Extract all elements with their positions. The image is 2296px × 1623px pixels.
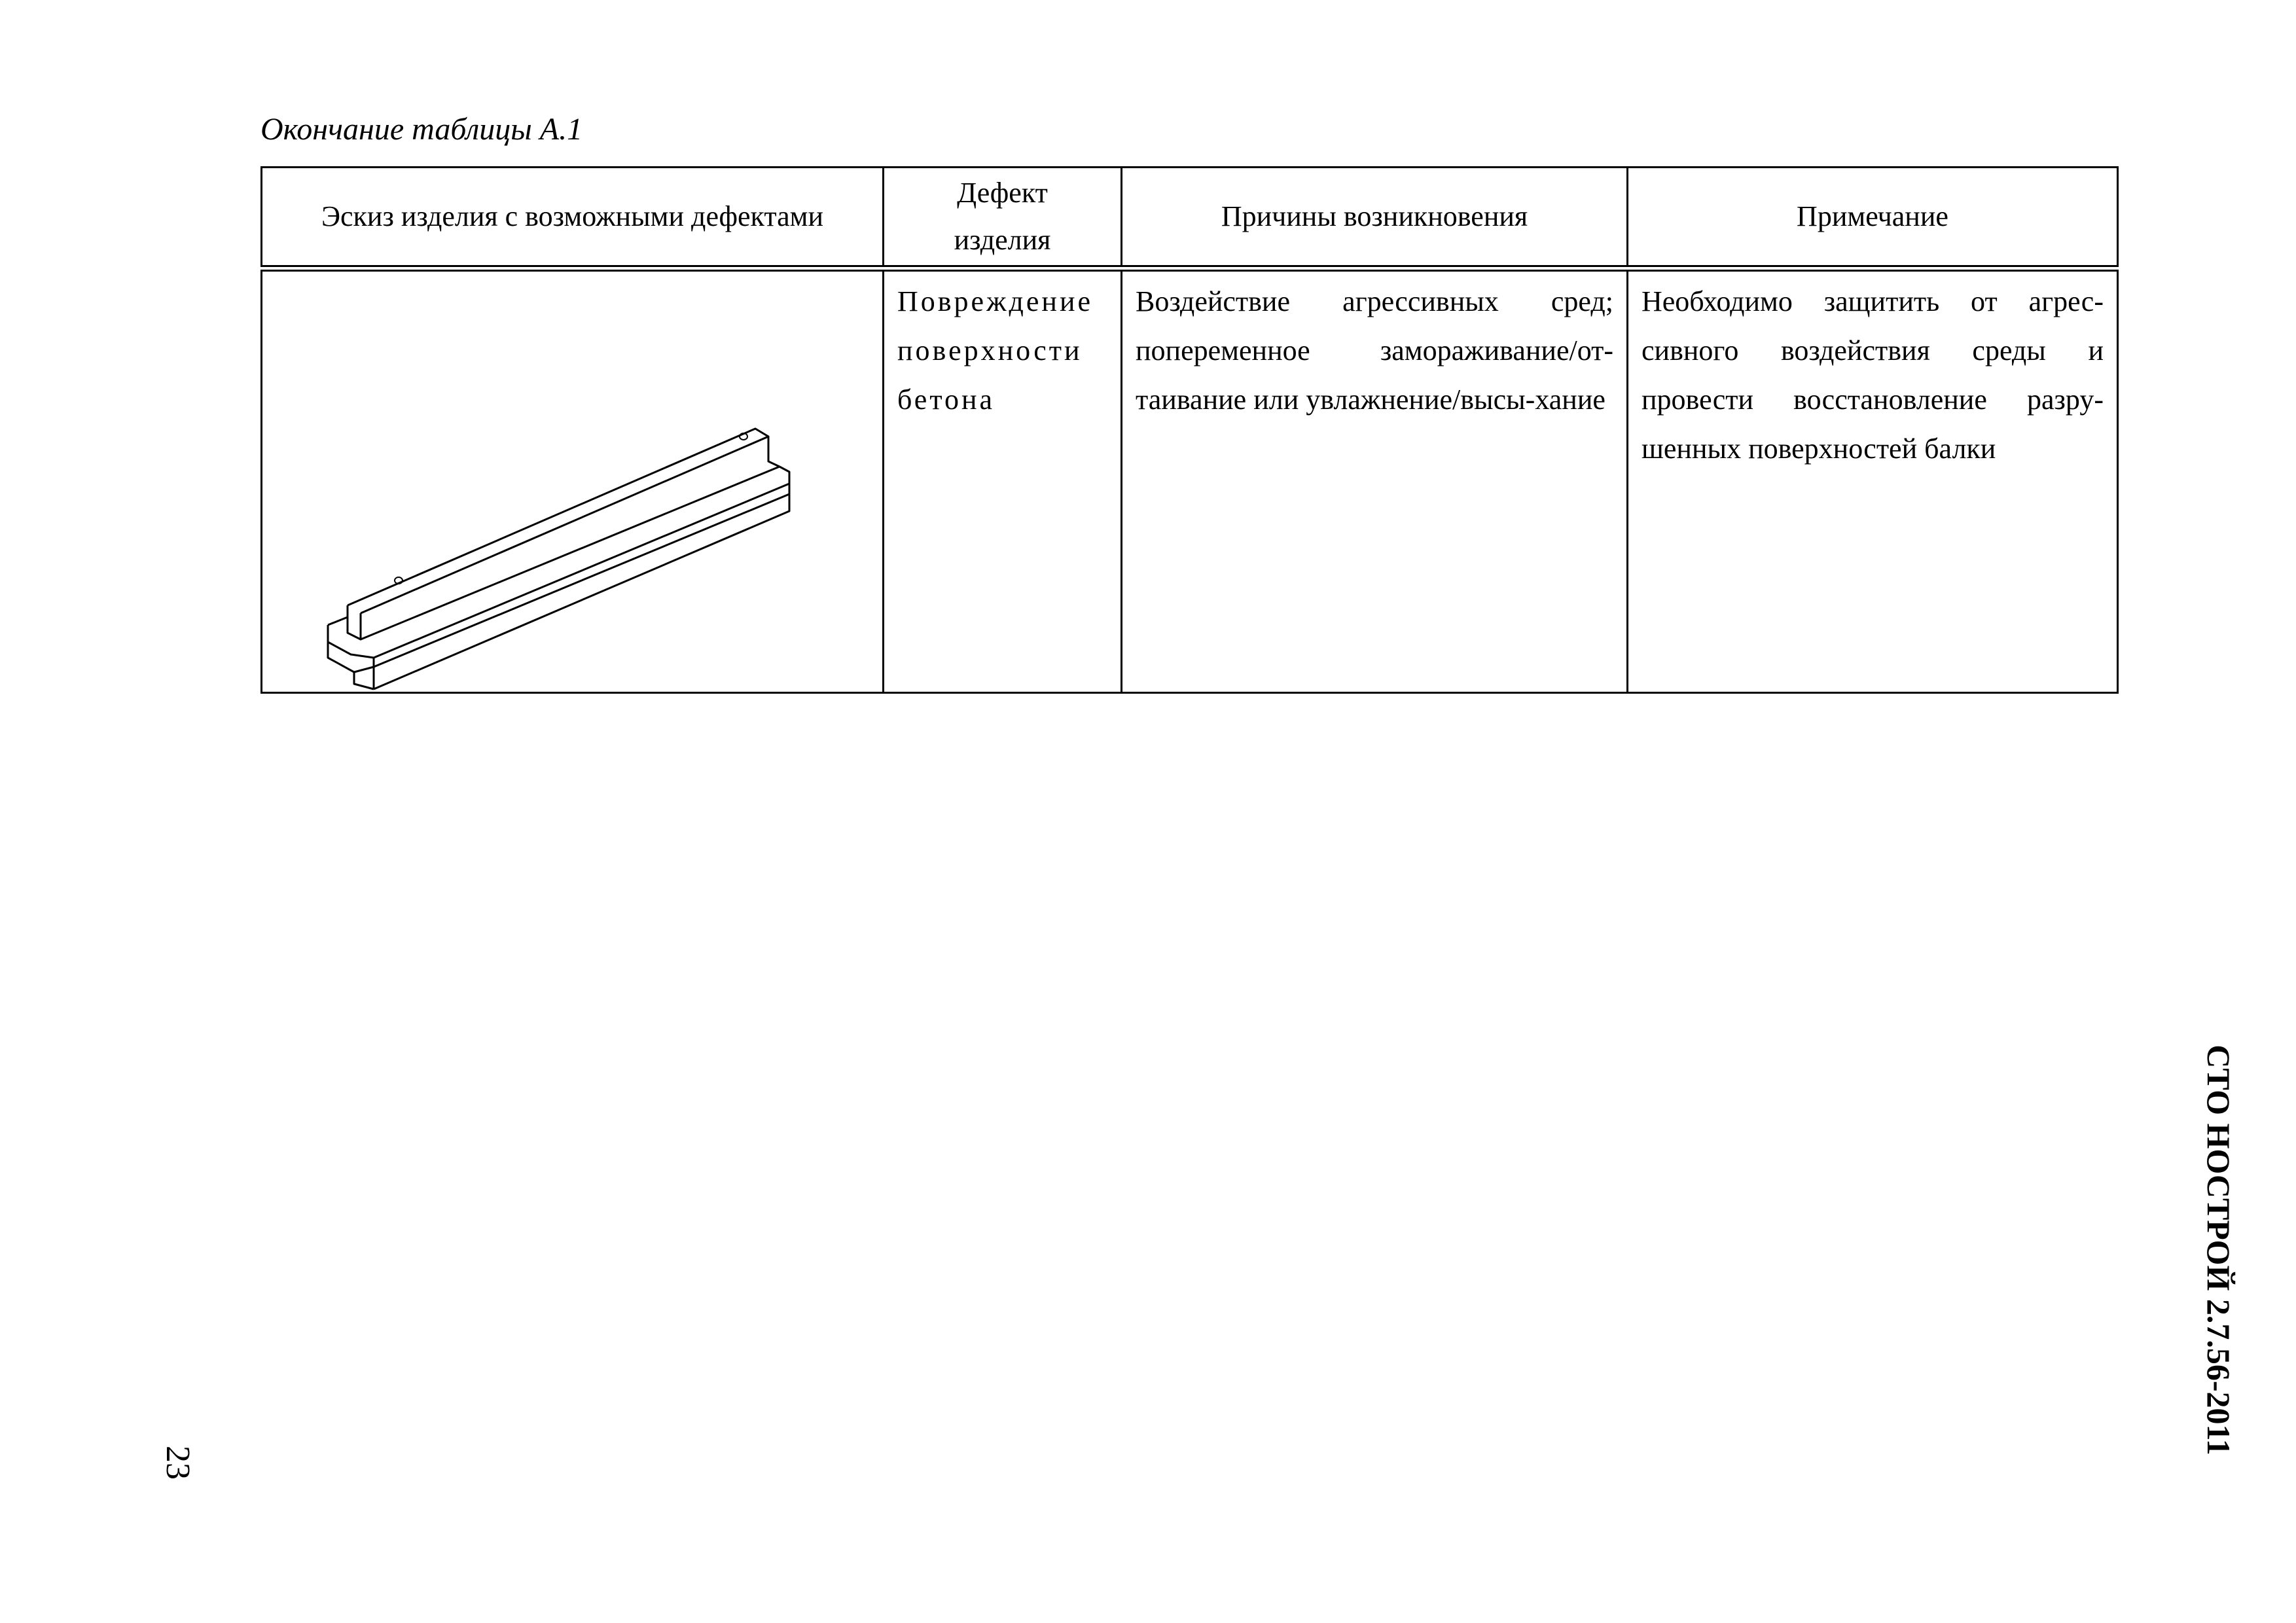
- note-cell: [1628, 268, 2118, 693]
- defect-cell: [884, 268, 1122, 693]
- defect-text: Повреждение поверхности бетона: [897, 285, 1094, 416]
- table-row: [262, 268, 2118, 693]
- standard-code: СТО НОСТРОЙ 2.7.56-2011: [2200, 1044, 2237, 1455]
- defects-table: [260, 166, 2119, 694]
- header-sketch: Эскиз изделия с возможными дефектами: [262, 168, 884, 269]
- header-defect: Дефект изделия: [884, 168, 1122, 269]
- causes-cell: [1122, 268, 1628, 693]
- table-caption: Окончание таблицы А.1: [260, 112, 583, 147]
- header-causes: Причины возникновения: [1122, 168, 1628, 269]
- note-text: Необходимо защитить от агрес-сивного воздействия среды и провести восстановление разру-шенных поверхностей балки: [1641, 285, 2104, 465]
- page-number: 23: [159, 1446, 196, 1480]
- causes-text: Воздействие агрессивных сред; попеременное замораживание/от-таивание или увлажнение/высы-хание: [1136, 285, 1613, 416]
- concrete-beam-sketch-icon: [262, 272, 884, 692]
- sketch-cell: [262, 268, 884, 693]
- header-note: Примечание: [1628, 168, 2118, 269]
- table-header-row: [262, 168, 2118, 269]
